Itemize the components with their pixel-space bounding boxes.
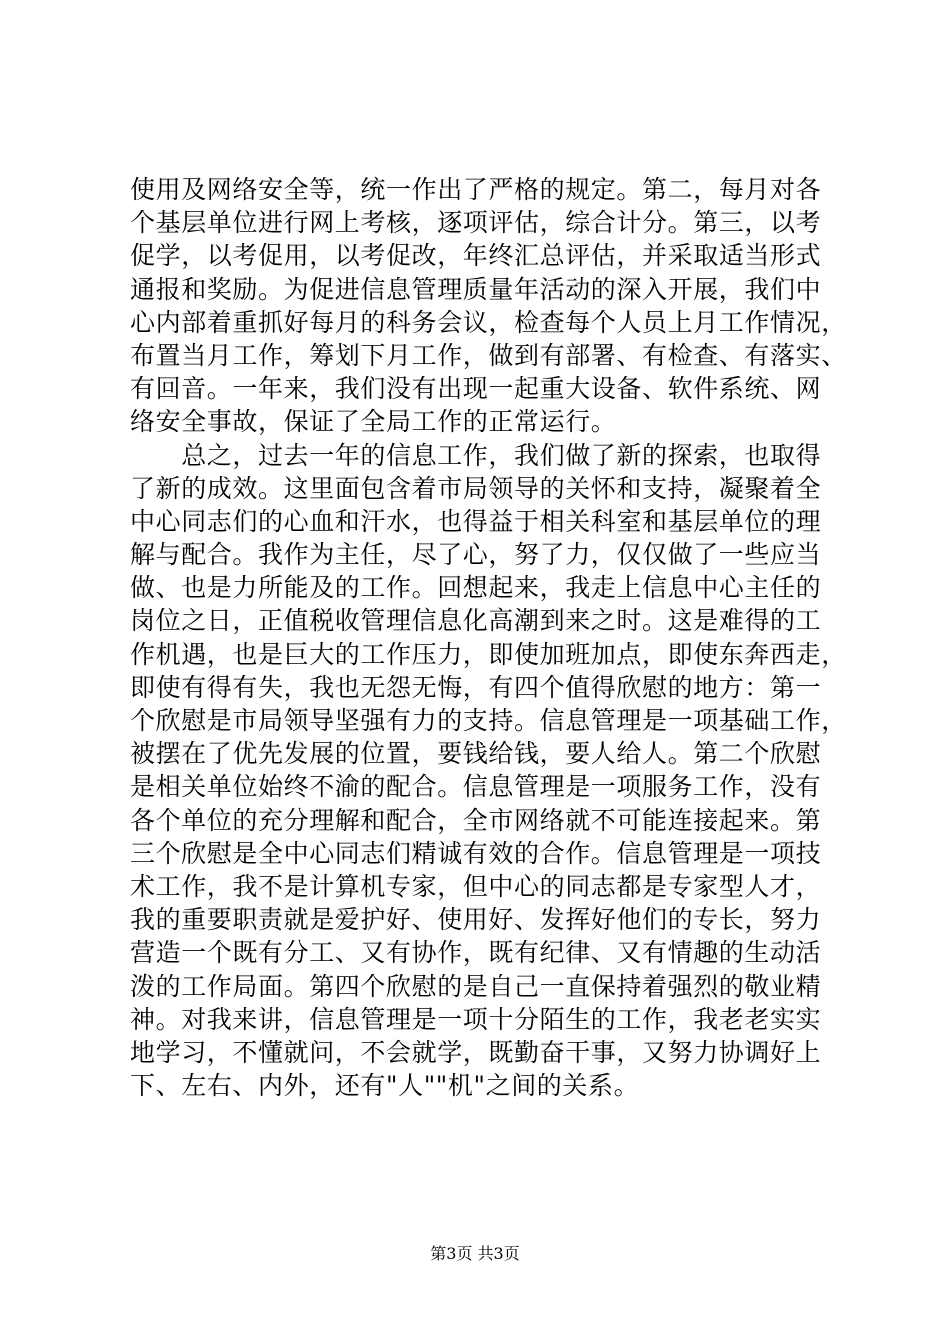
text-line: 作机遇，也是巨大的工作压力，即使加班加点，即使东奔西走，: [130, 639, 847, 669]
text-line: 神。对我来讲，信息管理是一项十分陌生的工作，我老老实实: [130, 1004, 822, 1034]
text-line: 通报和奖励。为促进信息管理质量年活动的深入开展，我们中: [130, 274, 822, 304]
text-line: 下、左右、内外，还有"人""机"之间的关系。: [130, 1071, 640, 1101]
text-line: 了新的成效。这里面包含着市局领导的关怀和支持，凝聚着全: [130, 473, 822, 503]
text-line: 心内部着重抓好每月的科务会议，检查每个人员上月工作情况，: [130, 307, 847, 337]
text-line: 即使有得有失，我也无怨无悔，有四个值得欣慰的地方：第一: [130, 672, 822, 702]
text-line: 有回音。一年来，我们没有出现一起重大设备、软件系统、网: [130, 374, 822, 404]
text-line: 个欣慰是市局领导坚强有力的支持。信息管理是一项基础工作，: [130, 706, 847, 735]
text-line: 营造一个既有分工、又有协作，既有纪律、又有情趣的生动活: [130, 938, 822, 968]
text-line: 三个欣慰是全中心同志们精诚有效的合作。信息管理是一项技: [130, 838, 822, 868]
text-line: 布置当月工作，筹划下月工作，做到有部署、有检查、有落实、: [130, 340, 847, 370]
text-line: 岗位之日，正值税收管理信息化高潮到来之时。这是难得的工: [130, 606, 822, 636]
text-line: 促学，以考促用，以考促改，年终汇总评估，并采取适当形式: [130, 241, 822, 271]
text-line: 络安全事故，保证了全局工作的正常运行。: [130, 407, 617, 437]
text-line: 各个单位的充分理解和配合，全市网络就不可能连接起来。第: [130, 805, 822, 835]
text-line: 术工作，我不是计算机专家，但中心的同志都是专家型人才，: [130, 871, 822, 901]
text-line: 我的重要职责就是爱护好、使用好、发挥好他们的专长，努力: [130, 905, 822, 935]
text-line: 地学习，不懂就问，不会就学，既勤奋干事，又努力协调好上: [130, 1037, 822, 1067]
text-line: 是相关单位始终不渝的配合。信息管理是一项服务工作，没有: [130, 772, 822, 802]
text-line: 泼的工作局面。第四个欣慰的是自己一直保持着强烈的敬业精: [130, 971, 822, 1001]
text-line: 解与配合。我作为主任，尽了心，努了力，仅仅做了一些应当: [130, 540, 822, 570]
text-line: 被摆在了优先发展的位置，要钱给钱，要人给人。第二个欣慰: [130, 739, 822, 769]
text-line: 使用及网络安全等，统一作出了严格的规定。第二，每月对各: [130, 175, 822, 204]
text-line: 做、也是力所能及的工作。回想起来，我走上信息中心主任的: [130, 573, 822, 603]
body-text: [130, 173, 847, 1102]
text-line: 中心同志们的心血和汗水，也得益于相关科室和基层单位的理: [130, 506, 822, 536]
text-line: 总之，过去一年的信息工作，我们做了新的探索，也取得: [130, 440, 822, 470]
text-line: 个基层单位进行网上考核，逐项评估，综合计分。第三，以考: [130, 208, 822, 238]
page-number-footer: 第3页 共3页: [430, 1244, 520, 1263]
